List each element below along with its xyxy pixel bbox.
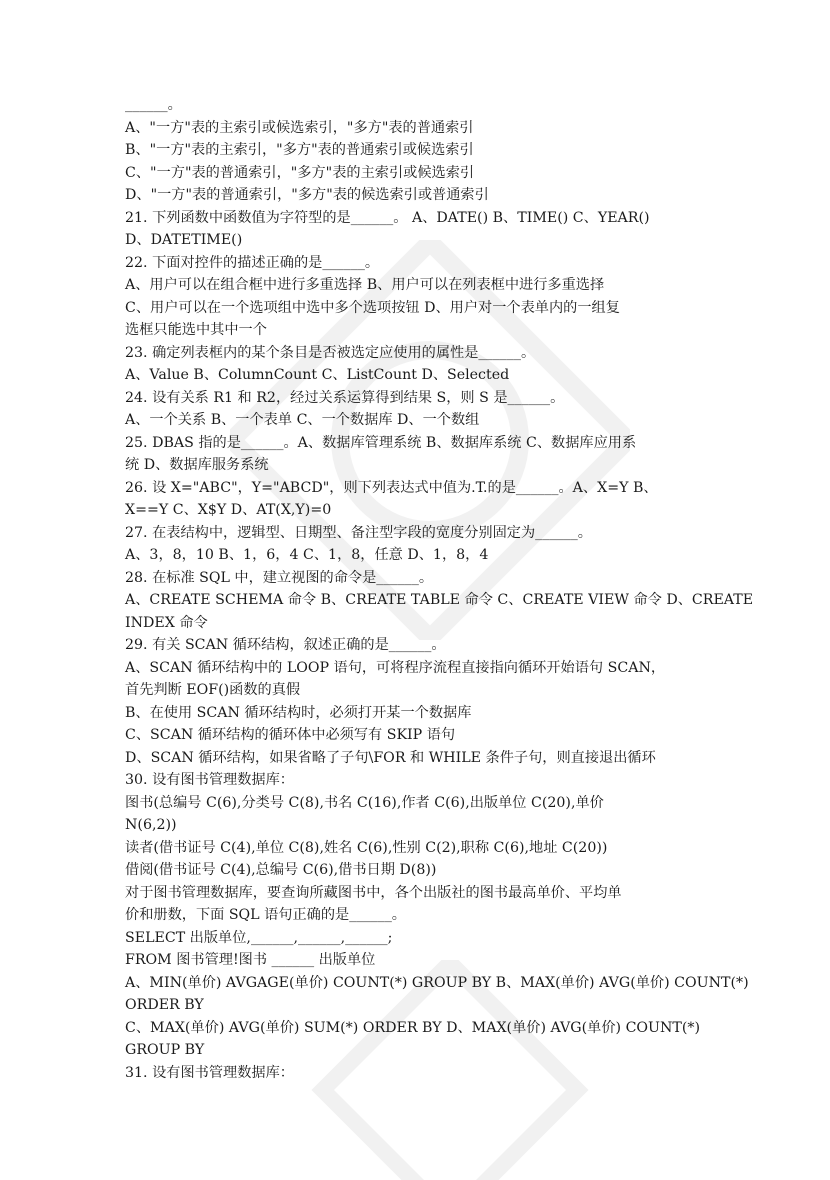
text-line: FROM 图书管理!图书 ______ 出版单位 <box>125 952 376 968</box>
text-line: 图书(总编号 C(6),分类号 C(8),书名 C(16),作者 C(6),出版单位 C(20),单价 <box>125 794 604 811</box>
text-line: A、MIN(单价) AVGAGE(单价) COUNT(*) GROUP BY B、MAX(单价) AVG(单价) COUNT(*) <box>125 974 749 991</box>
question-24: 24. 设有关系 R1 和 R2，经过关系运算得到结果 S，则 S 是______。 <box>125 389 565 406</box>
text-line: 读者(借书证号 C(4),单位 C(8),姓名 C(6),性别 C(2),职称 C(6),地址 C(20)) <box>125 839 608 856</box>
text-line: A、用户可以在组合框中进行多重选择 B、用户可以在列表框中进行多重选择 <box>125 277 605 293</box>
question-25: 25. DBAS 指的是______。A、数据库管理系统 B、数据库系统 C、数据库应用系 <box>125 434 637 451</box>
text-line: 统 D、数据库服务系统 <box>125 457 269 473</box>
text-line: 对于图书管理数据库，要查询所藏图书中，各个出版社的图书最高单价、平均单 <box>125 884 622 901</box>
text-line: ______。 <box>125 97 182 113</box>
text-line: A、Value B、ColumnCount C、ListCount D、Selected <box>125 367 510 383</box>
text-line: SELECT 出版单位,______,______,______; <box>125 929 393 946</box>
text-line: C、"一方"表的普通索引，"多方"表的主索引或候选索引 <box>125 164 475 181</box>
text-line: X==Y C、X$Y D、AT(X,Y)=0 <box>125 502 332 518</box>
text-line: D、SCAN 循环结构，如果省略了子句\FOR 和 WHILE 条件子句，则直接退出循环 <box>125 749 656 766</box>
text-line: 借阅(借书证号 C(4),总编号 C(6),借书日期 D(8)) <box>125 862 437 878</box>
text-line: A、一个关系 B、一个表单 C、一个数据库 D、一个数组 <box>125 412 480 428</box>
text-line: C、SCAN 循环结构的循环体中必须写有 SKIP 语句 <box>125 727 456 743</box>
text-line: N(6,2)) <box>125 817 177 833</box>
question-21: 21. 下列函数中函数值为字符型的是______。 A、DATE() B、TIME() C、YEAR() <box>125 209 650 226</box>
question-22: 22. 下面对控件的描述正确的是______。 <box>125 254 380 271</box>
question-23: 23. 确定列表框内的某个条目是否被选定应使用的属性是______。 <box>125 344 536 361</box>
text-line: C、MAX(单价) AVG(单价) SUM(*) ORDER BY D、MAX(单价) AVG(单价) COUNT(*) <box>125 1019 701 1036</box>
text-line: A、SCAN 循环结构中的 LOOP 语句，可将程序流程直接指向循环开始语句 SCAN， <box>125 659 666 676</box>
question-31: 31. 设有图书管理数据库： <box>125 1064 294 1081</box>
text-line: ORDER BY <box>125 997 204 1013</box>
text-line: 首先判断 EOF()函数的真假 <box>125 682 301 698</box>
question-27: 27. 在表结构中，逻辑型、日期型、备注型字段的宽度分别固定为______。 <box>125 524 592 541</box>
text-line: 价和册数，下面 SQL 语句正确的是______。 <box>125 907 406 923</box>
text-line: GROUP BY <box>125 1042 205 1058</box>
question-29: 29. 有关 SCAN 循环结构，叙述正确的是______。 <box>125 637 446 653</box>
text-line: C、用户可以在一个选项组中选中多个选项按钮 D、用户对一个表单内的一组复 <box>125 299 620 316</box>
text-line: 选框只能选中其中一个 <box>125 322 267 338</box>
text-line: INDEX 命令 <box>125 614 208 631</box>
text-line: B、在使用 SCAN 循环结构时，必须打开某一个数据库 <box>125 704 472 721</box>
document-body <box>125 94 754 1084</box>
text-line: A、CREATE SCHEMA 命令 B、CREATE TABLE 命令 C、CREATE VIEW 命令 D、CREATE <box>125 592 754 608</box>
question-26: 26. 设 X="ABC"，Y="ABCD"，则下列表达式中值为.T.的是______。A、X=Y B、 <box>125 479 658 496</box>
text-line: A、3，8，10 B、1，6，4 C、1，8，任意 D、1，8，4 <box>125 547 489 563</box>
text-line: D、"一方"表的普通索引，"多方"表的候选索引或普通索引 <box>125 187 489 203</box>
question-30: 30. 设有图书管理数据库： <box>125 772 294 788</box>
question-28: 28. 在标准 SQL 中，建立视图的命令是______。 <box>125 569 434 586</box>
text-line: B、"一方"表的主索引，"多方"表的普通索引或候选索引 <box>125 142 474 158</box>
text-line: A、"一方"表的主索引或候选索引，"多方"表的普通索引 <box>125 119 474 136</box>
text-line: D、DATETIME() <box>125 232 243 248</box>
